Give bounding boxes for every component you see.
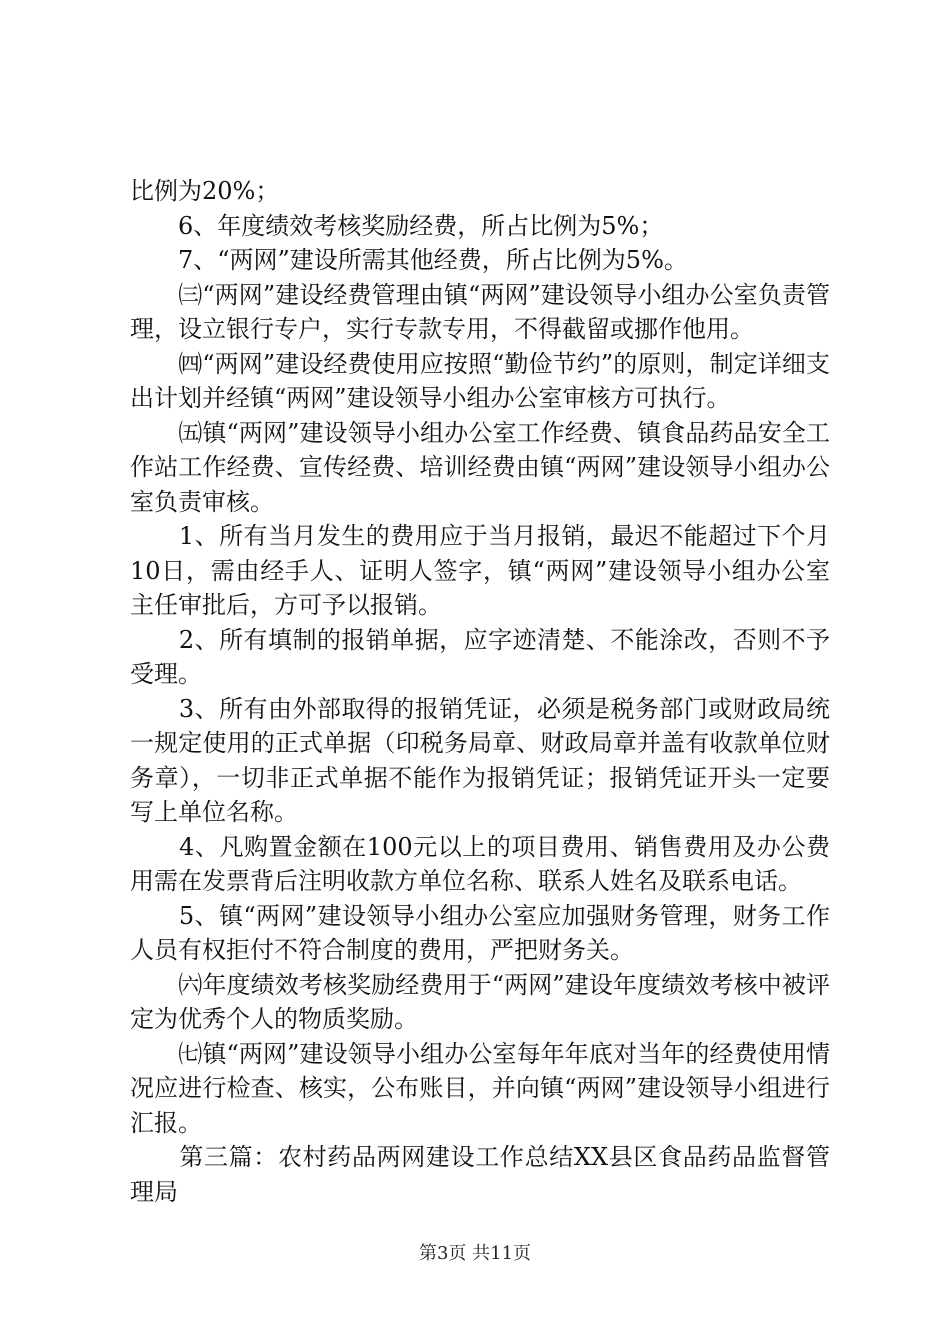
paragraph: 5、镇“两网”建设领导小组办公室应加强财务管理，财务工作人员有权拒付不符合制度的费用，严把财务关。 xyxy=(130,901,830,964)
paragraph: 6、年度绩效考核奖励经费，所占比例为5%； xyxy=(130,211,664,240)
paragraph: 2、所有填制的报销单据，应字迹清楚、不能涂改，否则不予受理。 xyxy=(130,625,830,688)
paragraph: 4、凡购置金额在100元以上的项目费用、销售费用及办公费用需在发票背后注明收款方单位名称、联系人姓名及联系电话。 xyxy=(130,832,830,895)
page-number-footer: 第3页 共11页 xyxy=(418,1243,532,1264)
paragraph: 7、“两网”建设所需其他经费，所占比例为5%。 xyxy=(130,246,688,274)
paragraph: 比例为20%； xyxy=(130,177,280,205)
paragraph: ㈦镇“两网”建设领导小组办公室每年年底对当年的经费使用情况应进行检查、核实，公布账目，并向镇“两网”建设领导小组进行汇报。 xyxy=(130,1039,830,1137)
paragraph: ㈤镇“两网”建设领导小组办公室工作经费、镇食品药品安全工作站工作经费、宣传经费、培训经费由镇“两网”建设领导小组办公室负责审核。 xyxy=(130,418,830,516)
paragraph: 1、所有当月发生的费用应于当月报销，最迟不能超过下个月10日，需由经手人、证明人签字，镇“两网”建设领导小组办公室主任审批后，方可予以报销。 xyxy=(130,522,830,619)
document-body xyxy=(130,174,830,1209)
paragraph: ㈥年度绩效考核奖励经费用于“两网”建设年度绩效考核中被评定为优秀个人的物质奖励。 xyxy=(130,970,830,1033)
section-heading: 第三篇：农村药品两网建设工作总结XX县区食品药品监督管理局 xyxy=(130,1143,830,1206)
paragraph: ㈣“两网”建设经费使用应按照“勤俭节约”的原则，制定详细支出计划并经镇“两网”建设领导小组办公室审核方可执行。 xyxy=(130,349,830,412)
paragraph: ㈢“两网”建设经费管理由镇“两网”建设领导小组办公室负责管理，设立银行专户，实行专款专用，不得截留或挪作他用。 xyxy=(130,280,830,343)
paragraph: 3、所有由外部取得的报销凭证，必须是税务部门或财政局统一规定使用的正式单据（印税务局章、财政局章并盖有收款单位财务章），一切非正式单据不能作为报销凭证；报销凭证开头一定要写上单位名称。 xyxy=(130,694,830,826)
